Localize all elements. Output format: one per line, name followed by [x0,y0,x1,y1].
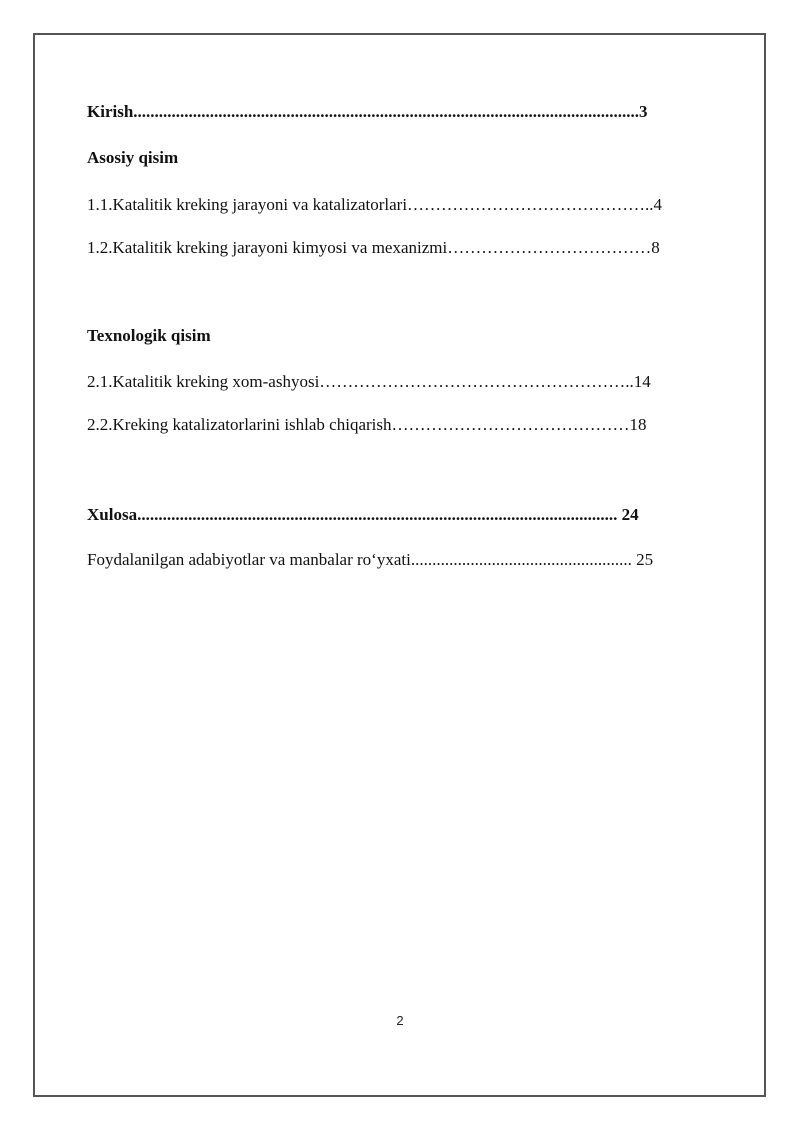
toc-entry-xulosa: Xulosa................................................................................................................. 24 [87,505,639,524]
toc-entry-2-2: 2.2.Kreking katalizatorlarini ishlab chiqarish……………………………………18 [87,415,647,434]
toc-heading-asosiy-qisim: Asosiy qisim [87,148,179,167]
toc-entry-foydalanilgan-adabiyotlar: Foydalanilgan adabiyotlar va manbalar ro‘yxati.................................................... 25 [87,550,654,569]
page-number: 2 [396,1013,404,1028]
toc-entry-2-1: 2.1.Katalitik kreking xom-ashyosi………………………………………………..14 [87,372,651,391]
toc-heading-texnologik-qisim: Texnologik qisim [87,326,211,345]
toc-entry-1-2: 1.2.Katalitik kreking jarayoni kimyosi va mexanizmi………………………………8 [87,238,660,257]
toc-entry-kirish: Kirish.......................................................................................................................3 [87,102,648,121]
toc-entry-1-1: 1.1.Katalitik kreking jarayoni va katalizatorlari……………………………………..4 [87,195,663,214]
